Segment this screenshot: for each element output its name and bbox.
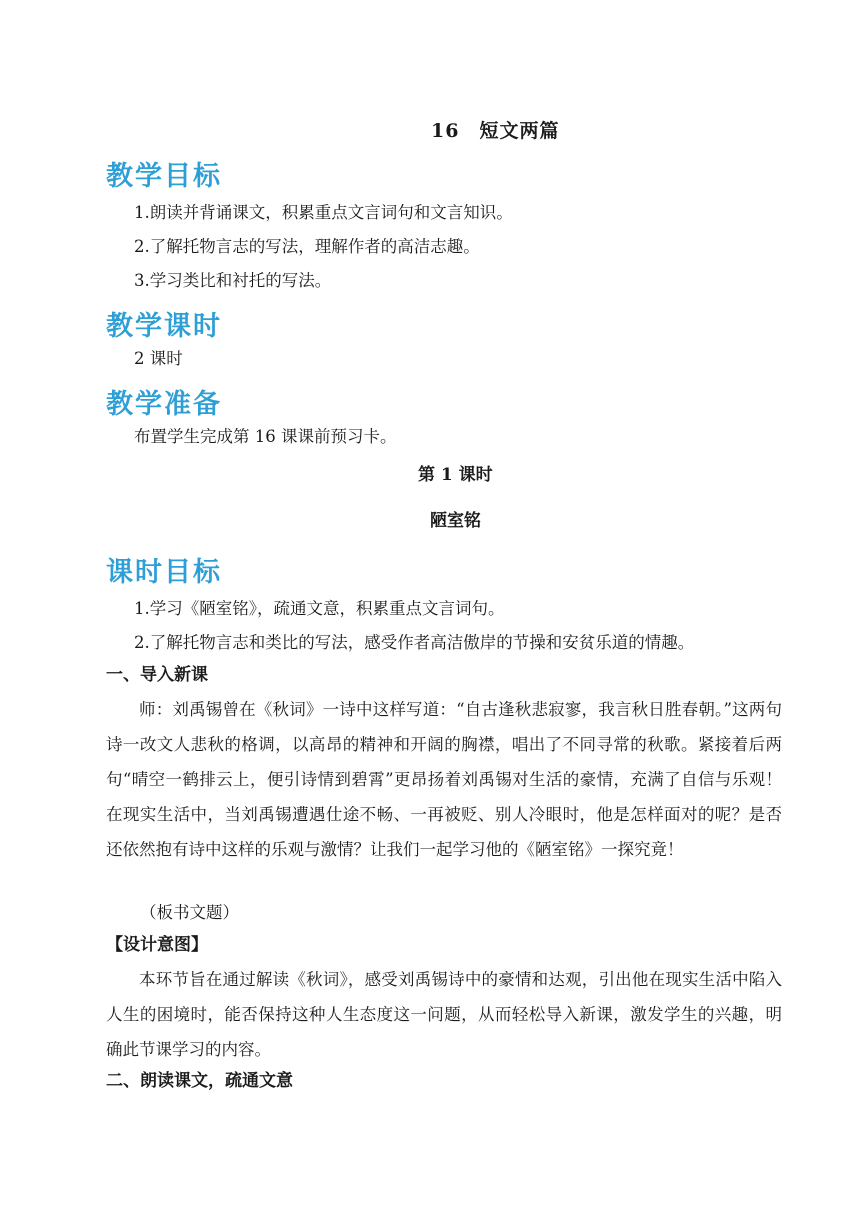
period-goal-item: 2.了解托物言志和类比的写法，感受作者高洁傲岸的节操和安贫乐道的情趣。 <box>134 633 695 652</box>
goal-item: 3.学习类比和衬托的写法。 <box>134 271 332 290</box>
design-heading: 【设计意图】 <box>106 935 208 955</box>
section-heading-teaching-goals: 教学目标 <box>106 161 222 192</box>
prep-text: 布置学生完成第 16 课课前预习卡。 <box>134 427 397 446</box>
board-note: （板书文题） <box>140 903 239 922</box>
goal-item: 2.了解托物言志的写法，理解作者的高洁志趣。 <box>134 237 480 256</box>
lesson-title: 16 短文两篇 <box>431 120 560 142</box>
section-heading-teaching-hours: 教学课时 <box>106 311 222 342</box>
period-title: 第 1 课时 <box>418 465 493 485</box>
intro-paragraph: 师：刘禹锡曾在《秋词》一诗中这样写道：“自古逢秋悲寂寥，我言秋日胜春朝。”这两句诗一改文人悲秋的格调，以高昂的精神和开阔的胸襟，唱出了不同寻常的秋歌。紧接着后两句“晴空一鹤排云上，便引诗情到碧霄”更昂扬着刘禹锡对生活的豪情，充满了自信与乐观！在现实生活中，当刘禹锡遭遇仕途不畅、一再被贬、别人冷眼时，他是怎样面对的呢？是否还依然抱有诗中这样的乐观与激情？让我们一起学习他的《陋室铭》一探究竟！ <box>106 700 782 859</box>
section-heading-teaching-prep: 教学准备 <box>106 389 222 420</box>
part2-heading: 二、朗读课文，疏通文意 <box>106 1071 293 1091</box>
text-title: 陋室铭 <box>430 511 481 531</box>
goal-item: 1.朗读并背诵课文，积累重点文言词句和文言知识。 <box>134 203 513 222</box>
part1-heading: 一、导入新课 <box>106 665 208 685</box>
design-paragraph: 本环节旨在通过解读《秋词》，感受刘禹锡诗中的豪情和达观，引出他在现实生活中陷入人生的困境时，能否保持这种人生态度这一问题，从而轻松导入新课，激发学生的兴趣，明确此节课学习的内容。 <box>106 970 782 1059</box>
section-heading-period-goals: 课时目标 <box>106 557 222 588</box>
hours-text: 2 课时 <box>134 349 183 368</box>
period-goal-item: 1.学习《陋室铭》，疏通文意，积累重点文言词句。 <box>134 599 505 618</box>
